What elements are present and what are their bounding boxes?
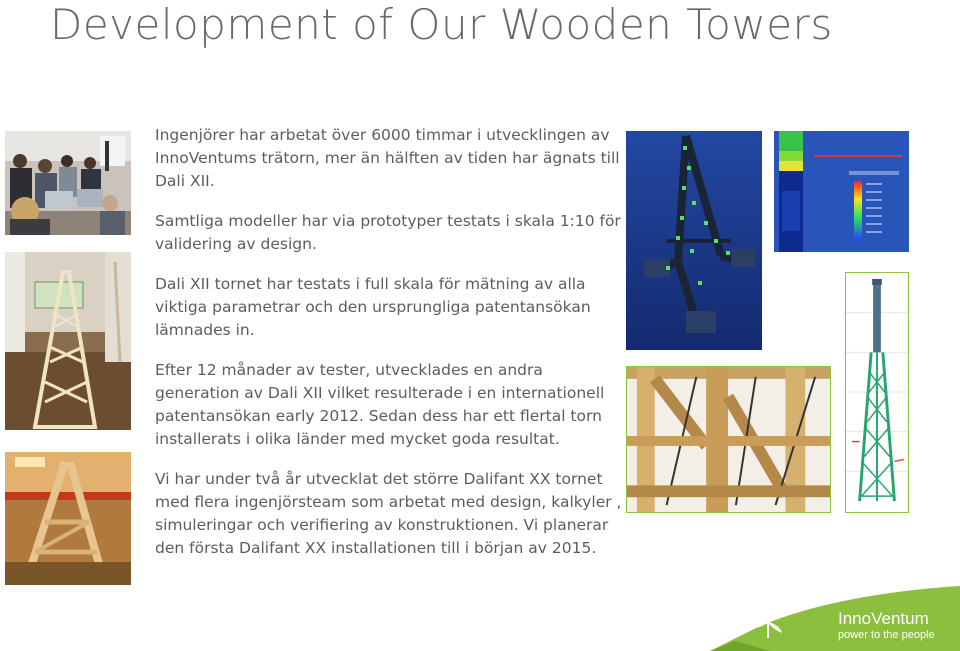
engineers-meeting-photo bbox=[5, 131, 131, 235]
wooden-frame-closeup-photo bbox=[626, 366, 831, 513]
wooden-tower-workshop-photo bbox=[5, 452, 131, 585]
paragraph-full-scale: Dali XII tornet har testats i full skala för mätning av alla viktiga parametrar och den ursprungliga patentansökan lämnades in. bbox=[155, 275, 591, 339]
tower-3d-model-render bbox=[845, 272, 909, 513]
paragraph-dalifant: Vi har under två år utvecklat det större Dalifant XX tornet med flera ingenjörsteam som arbetat med design, kalkyler , simuleringar och verifiering av konstruktionen. Vi planerar den första Dalifant XX installationen till i början av 2015. bbox=[155, 470, 622, 557]
logo-tagline: power to the people bbox=[838, 629, 935, 641]
fem-tower-base-render bbox=[626, 131, 762, 350]
body-text bbox=[155, 124, 625, 577]
paragraph-prototypes: Samtliga modeller har via prototyper testats i skala 1:10 för validering av design. bbox=[155, 212, 621, 253]
page-title: Development of Our Wooden Towers bbox=[50, 0, 833, 49]
paragraph-hours: Ingenjörer har arbetat över 6000 timmar i utvecklingen av InnoVentums trätorn, mer än hälften av tiden har ägnats till Dali XII. bbox=[155, 126, 620, 190]
paragraph-second-generation: Efter 12 månader av tester, utvecklades en andra generation av Dali XII vilket resulterade i en internationell patentansökan early 2012. Sedan dess har ett flertal torn installerats i olika länder med mycket goda resultat. bbox=[155, 361, 605, 448]
scale-model-tower-photo bbox=[5, 252, 131, 430]
logo-name: InnoVentum bbox=[838, 609, 929, 628]
stress-analysis-render bbox=[774, 131, 909, 252]
